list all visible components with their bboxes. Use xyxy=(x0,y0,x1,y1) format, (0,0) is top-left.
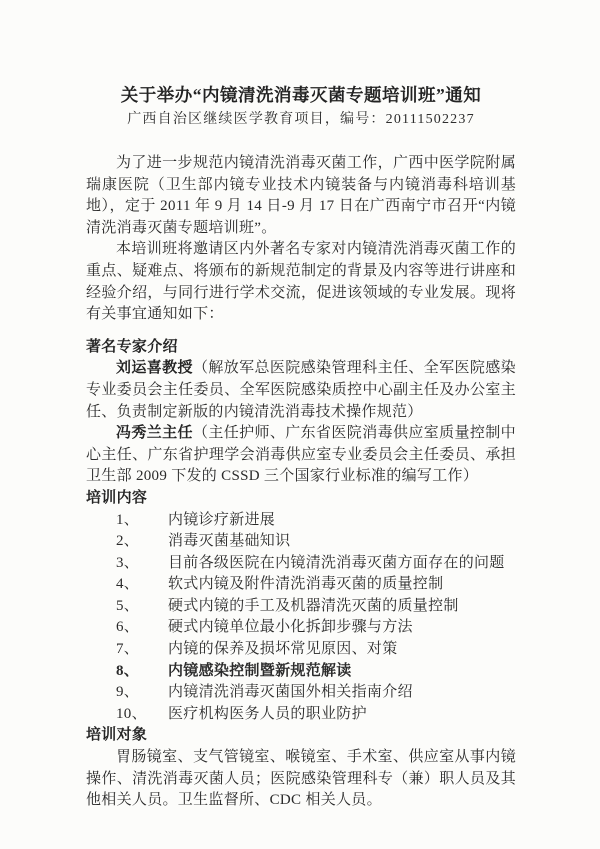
item-number: 6、 xyxy=(116,619,140,636)
training-item-9 xyxy=(86,682,516,704)
training-item-2 xyxy=(86,531,516,553)
section-heading-training-content: 培训内容 xyxy=(86,489,148,506)
item-text: 硬式内镜的手工及机器清洗灭菌的质量控制 xyxy=(168,597,459,614)
training-item-5 xyxy=(86,596,516,618)
expert-description-1: （解放军总医院感染管理科主任、全军医院感染专业委员会主任委员、全军医院感染质控中心副主任及办公室主任、负责制定新版的内镜清洗消毒技术操作规范） xyxy=(86,360,516,420)
document-subtitle: 广西自治区继续医学教育项目，编号：20111502237 xyxy=(127,112,475,127)
expert-paragraph-2 xyxy=(86,423,516,488)
training-item-8 xyxy=(86,661,516,683)
item-number: 3、 xyxy=(116,554,140,571)
training-item-3 xyxy=(86,553,516,575)
expert-name-2: 冯秀兰主任 xyxy=(116,425,193,442)
training-item-1 xyxy=(86,510,516,532)
item-text: 目前各级医院在内镜清洗消毒灭菌方面存在的问题 xyxy=(168,554,505,571)
training-item-6 xyxy=(86,617,516,639)
training-item-7 xyxy=(86,639,516,661)
training-content-list xyxy=(86,510,516,726)
expert-name-1: 刘运喜教授 xyxy=(116,360,193,377)
item-text: 内镜感染控制暨新规范解读 xyxy=(168,662,352,679)
section-heading-experts: 著名专家介绍 xyxy=(86,338,178,355)
item-number: 4、 xyxy=(116,576,140,593)
document-title: 关于举办“内镜清洗消毒灭菌专题培训班”通知 xyxy=(120,85,482,105)
item-number: 10、 xyxy=(116,705,147,722)
item-text: 硬式内镜单位最小化拆卸步骤与方法 xyxy=(168,619,413,636)
item-text: 消毒灭菌基础知识 xyxy=(168,533,291,550)
item-number: 9、 xyxy=(116,684,140,701)
item-text: 医疗机构医务人员的职业防护 xyxy=(168,705,367,722)
audience-paragraph: 胃肠镜室、支气管镜室、喉镜室、手术室、供应室从事内镜操作、清洗消毒灭菌人员；医院感染管理科专（兼）职人员及其他相关人员。卫生监督所、CDC 相关人员。 xyxy=(86,749,516,809)
training-item-10 xyxy=(86,704,516,726)
item-number: 7、 xyxy=(116,641,140,658)
item-number: 8、 xyxy=(116,662,140,679)
intro-paragraph-1: 为了进一步规范内镜清洗消毒灭菌工作，广西中医学院附属瑞康医院（卫生部内镜专业技术内镜装备与内镜消毒科培训基地），定于 2011 年 9 月 14 日-9 月 17 日在广西南宁市召开“内镜清洗消毒灭菌专题培训班”。 xyxy=(86,155,516,236)
expert-paragraph-1 xyxy=(86,358,516,423)
item-text: 内镜清洗消毒灭菌国外相关指南介绍 xyxy=(168,684,413,701)
item-number: 5、 xyxy=(116,597,140,614)
item-number: 1、 xyxy=(116,511,140,528)
expert-description-2: （主任护师、广东省医院消毒供应室质量控制中心主任、广东省护理学会消毒供应室专业委员会主任委员、承担卫生部 2009 下发的 CSSD 三个国家行业标准的编写工作） xyxy=(86,425,516,485)
item-text: 内镜诊疗新进展 xyxy=(168,511,276,528)
intro-paragraph-2: 本培训班将邀请区内外著名专家对内镜清洗消毒灭菌工作的重点、疑难点、将颁布的新规范制定的背景及内容等进行讲座和经验介绍，与同行进行学术交流，促进该领域的专业发展。现将有关事宜通知如下： xyxy=(86,241,516,323)
section-heading-audience: 培训对象 xyxy=(86,727,148,744)
item-text: 软式内镜及附件清洗消毒灭菌的质量控制 xyxy=(168,576,444,593)
training-item-4 xyxy=(86,574,516,596)
document-body xyxy=(86,153,516,812)
item-number: 2、 xyxy=(116,533,140,550)
item-text: 内镜的保养及损坏常见原因、对策 xyxy=(168,641,398,658)
